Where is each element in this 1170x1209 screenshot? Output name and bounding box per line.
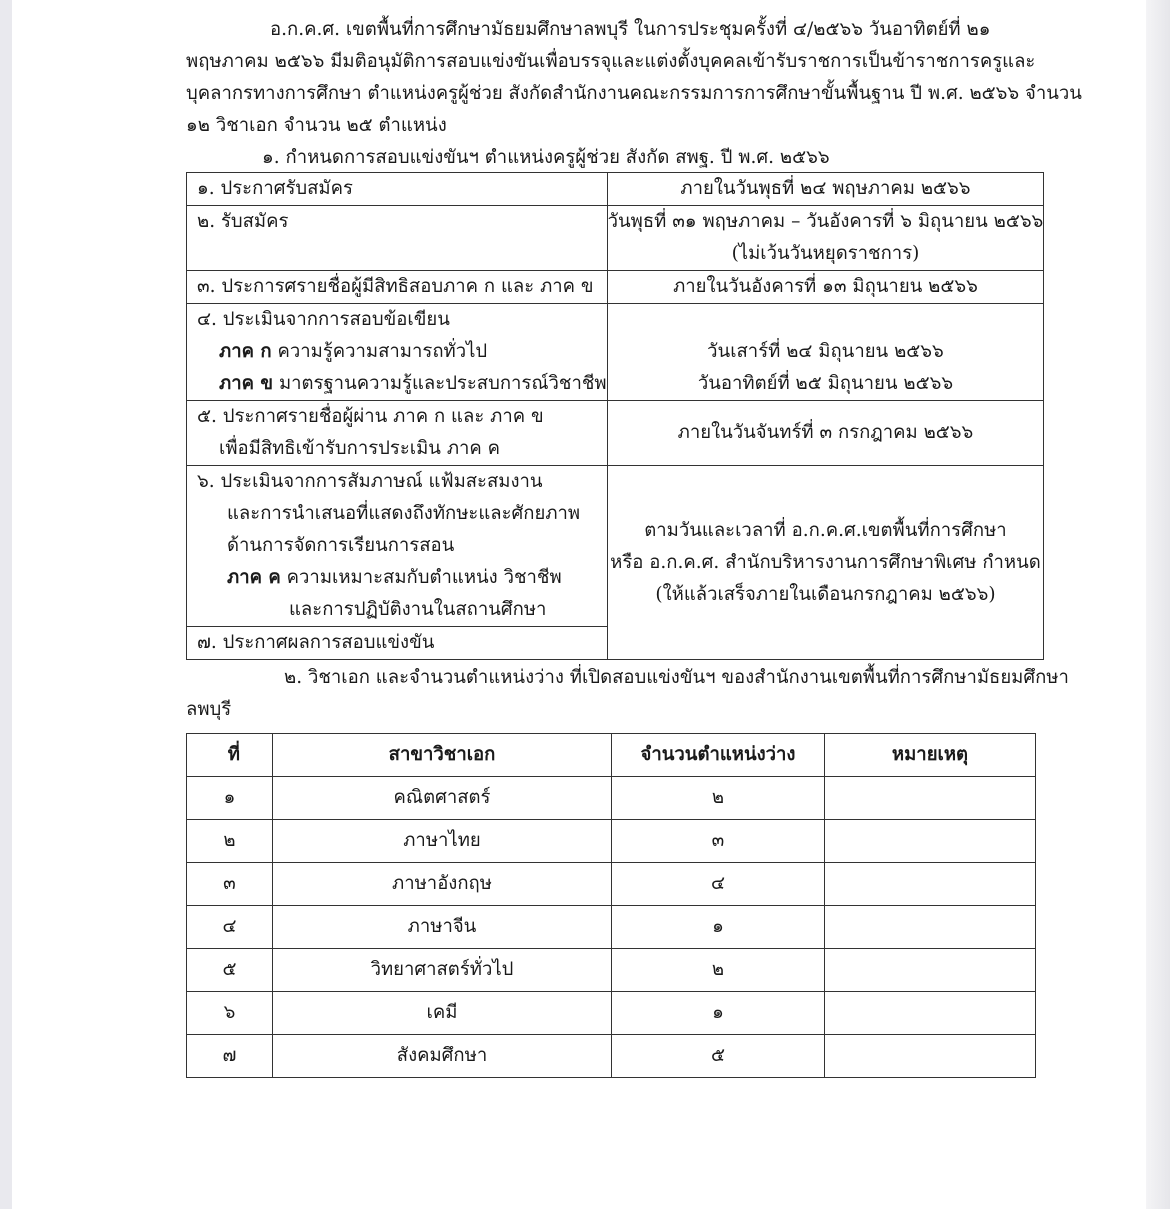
schedule-date: หรือ อ.ก.ค.ศ. สำนักบริหารงานการศึกษาพิเศษ กำหนด — [610, 551, 1041, 573]
schedule-row — [187, 206, 1044, 271]
table-row — [187, 992, 1036, 1035]
schedule-item: ๔. ประเมินจากการสอบข้อเขียน — [197, 309, 450, 330]
schedule-row — [187, 466, 1044, 627]
schedule-item-cont: ด้านการจัดการเรียนการสอน — [227, 535, 455, 556]
schedule-row — [187, 401, 1044, 466]
cell-subject: ภาษาจีน — [273, 906, 612, 949]
cell-no: ๕ — [187, 949, 273, 992]
schedule-row — [187, 304, 1044, 401]
schedule-item: ๓. ประการศรายชื่อผู้มีสิทธิสอบภาค ก และ ภาค ข — [197, 276, 594, 297]
schedule-date: วันอาทิตย์ที่ ๒๕ มิถุนายน ๒๕๖๖ — [697, 373, 954, 394]
table-row — [187, 1035, 1036, 1078]
schedule-item: ๑. ประกาศรับสมัคร — [197, 178, 353, 199]
header-count: จำนวนตำแหน่งว่าง — [612, 734, 825, 777]
schedule-date-note: (ไม่เว้นวันหยุดราชการ) — [731, 243, 920, 264]
cell-subject: คณิตศาสตร์ — [273, 777, 612, 820]
part-label: ภาค ข — [219, 373, 274, 394]
table-row — [187, 863, 1036, 906]
cell-no: ๗ — [187, 1035, 273, 1078]
schedule-date: ภายในวันอังคารที่ ๑๓ มิถุนายน ๒๕๖๖ — [673, 276, 978, 297]
cell-count: ๒ — [612, 777, 825, 820]
cell-count: ๔ — [612, 863, 825, 906]
schedule-row — [187, 271, 1044, 304]
cell-no: ๒ — [187, 820, 273, 863]
header-subject: สาขาวิชาเอก — [273, 734, 612, 777]
schedule-item: ๗. ประกาศผลการสอบแข่งขัน — [197, 632, 435, 653]
part-text-cont: และการปฏิบัติงานในสถานศึกษา — [289, 599, 547, 620]
cell-count: ๑ — [612, 906, 825, 949]
schedule-date: (ให้แล้วเสร็จภายในเดือนกรกฎาคม ๒๕๖๖) — [655, 583, 996, 605]
intro-line: บุคลากรทางการศึกษา ตำแหน่งครูผู้ช่วย สังกัดสำนักงานคณะกรรมการการศึกษาขั้นพื้นฐาน ปี พ.ศ. ๒๕๖๖ จำนวน — [186, 83, 1082, 104]
schedule-table — [186, 172, 1044, 660]
intro-line: ๑๒ วิชาเอก จำนวน ๒๕ ตำแหน่ง — [186, 115, 447, 136]
header-no: ที่ — [187, 734, 273, 777]
table-row — [187, 906, 1036, 949]
schedule-date: วันเสาร์ที่ ๒๔ มิถุนายน ๒๕๖๖ — [707, 341, 944, 362]
cell-count: ๕ — [612, 1035, 825, 1078]
cell-subject: สังคมศึกษา — [273, 1035, 612, 1078]
part-text: ความเหมาะสมกับตำแหน่ง วิชาชีพ — [286, 567, 562, 588]
cell-note — [825, 906, 1036, 949]
cell-note — [825, 777, 1036, 820]
intro-line: พฤษภาคม ๒๕๖๖ มีมติอนุมัติการสอบแข่งขันเพื่อบรรจุและแต่งตั้งบุคคลเข้ารับราชการเป็นข้าราชการครูและ — [186, 51, 1036, 72]
header-note: หมายเหตุ — [825, 734, 1036, 777]
schedule-item: ๒. รับสมัคร — [197, 211, 289, 232]
cell-note — [825, 949, 1036, 992]
schedule-item-cont: เพื่อมีสิทธิเข้ารับการประเมิน ภาค ค — [219, 438, 501, 459]
part-label: ภาค ค — [227, 567, 281, 588]
page-edge-shadow — [1146, 0, 1170, 1209]
cell-note — [825, 1035, 1036, 1078]
schedule-row — [187, 173, 1044, 206]
table-header-row — [187, 734, 1036, 777]
cell-note — [825, 992, 1036, 1035]
cell-no: ๔ — [187, 906, 273, 949]
cell-subject: วิทยาศาสตร์ทั่วไป — [273, 949, 612, 992]
section2-title: ๒. วิชาเอก และจำนวนตำแหน่งว่าง ที่เปิดสอบแข่งขันฯ ของสำนักงานเขตพื้นที่การศึกษามัธยมศึกษา — [284, 667, 1069, 688]
cell-note — [825, 820, 1036, 863]
schedule-item: ๖. ประเมินจากการสัมภาษณ์ แฟ้มสะสมงาน — [197, 471, 543, 492]
schedule-date: ภายในวันจันทร์ที่ ๓ กรกฎาคม ๒๕๖๖ — [677, 422, 974, 443]
cell-subject: ภาษาอังกฤษ — [273, 863, 612, 906]
part-text: มาตรฐานความรู้และประสบการณ์วิชาชีพ — [278, 373, 607, 394]
schedule-date: วันพุธที่ ๓๑ พฤษภาคม – วันอังคารที่ ๖ มิถุนายน ๒๕๖๖ — [607, 211, 1044, 232]
cell-no: ๑ — [187, 777, 273, 820]
cell-count: ๓ — [612, 820, 825, 863]
table-row — [187, 777, 1036, 820]
schedule-date: ตามวันและเวลาที่ อ.ก.ค.ศ.เขตพื้นที่การศึกษา — [644, 519, 1007, 541]
cell-subject: เคมี — [273, 992, 612, 1035]
cell-subject: ภาษาไทย — [273, 820, 612, 863]
intro-paragraph — [186, 14, 1082, 142]
schedule-item: ๕. ประกาศรายชื่อผู้ผ่าน ภาค ก และ ภาค ข — [197, 406, 544, 427]
cell-count: ๒ — [612, 949, 825, 992]
table-row — [187, 820, 1036, 863]
section1-title: ๑. กำหนดการสอบแข่งขันฯ ตำแหน่งครูผู้ช่วย สังกัด สพฐ. ปี พ.ศ. ๒๕๖๖ — [262, 147, 830, 168]
part-label: ภาค ก — [219, 341, 272, 362]
cell-no: ๖ — [187, 992, 273, 1035]
cell-no: ๓ — [187, 863, 273, 906]
part-text: ความรู้ความสามารถทั่วไป — [277, 341, 488, 362]
subjects-table — [186, 733, 1036, 1078]
section2-title-cont: ลพบุรี — [186, 699, 232, 720]
cell-note — [825, 863, 1036, 906]
schedule-date: ภายในวันพุธที่ ๒๔ พฤษภาคม ๒๕๖๖ — [680, 178, 971, 199]
table-row — [187, 949, 1036, 992]
intro-line: อ.ก.ค.ศ. เขตพื้นที่การศึกษามัธยมศึกษาลพบุรี ในการประชุมครั้งที่ ๔/๒๕๖๖ วันอาทิตย์ที่ ๒๑ — [270, 19, 991, 40]
schedule-item-cont: และการนำเสนอที่แสดงถึงทักษะและศักยภาพ — [227, 503, 581, 524]
cell-count: ๑ — [612, 992, 825, 1035]
